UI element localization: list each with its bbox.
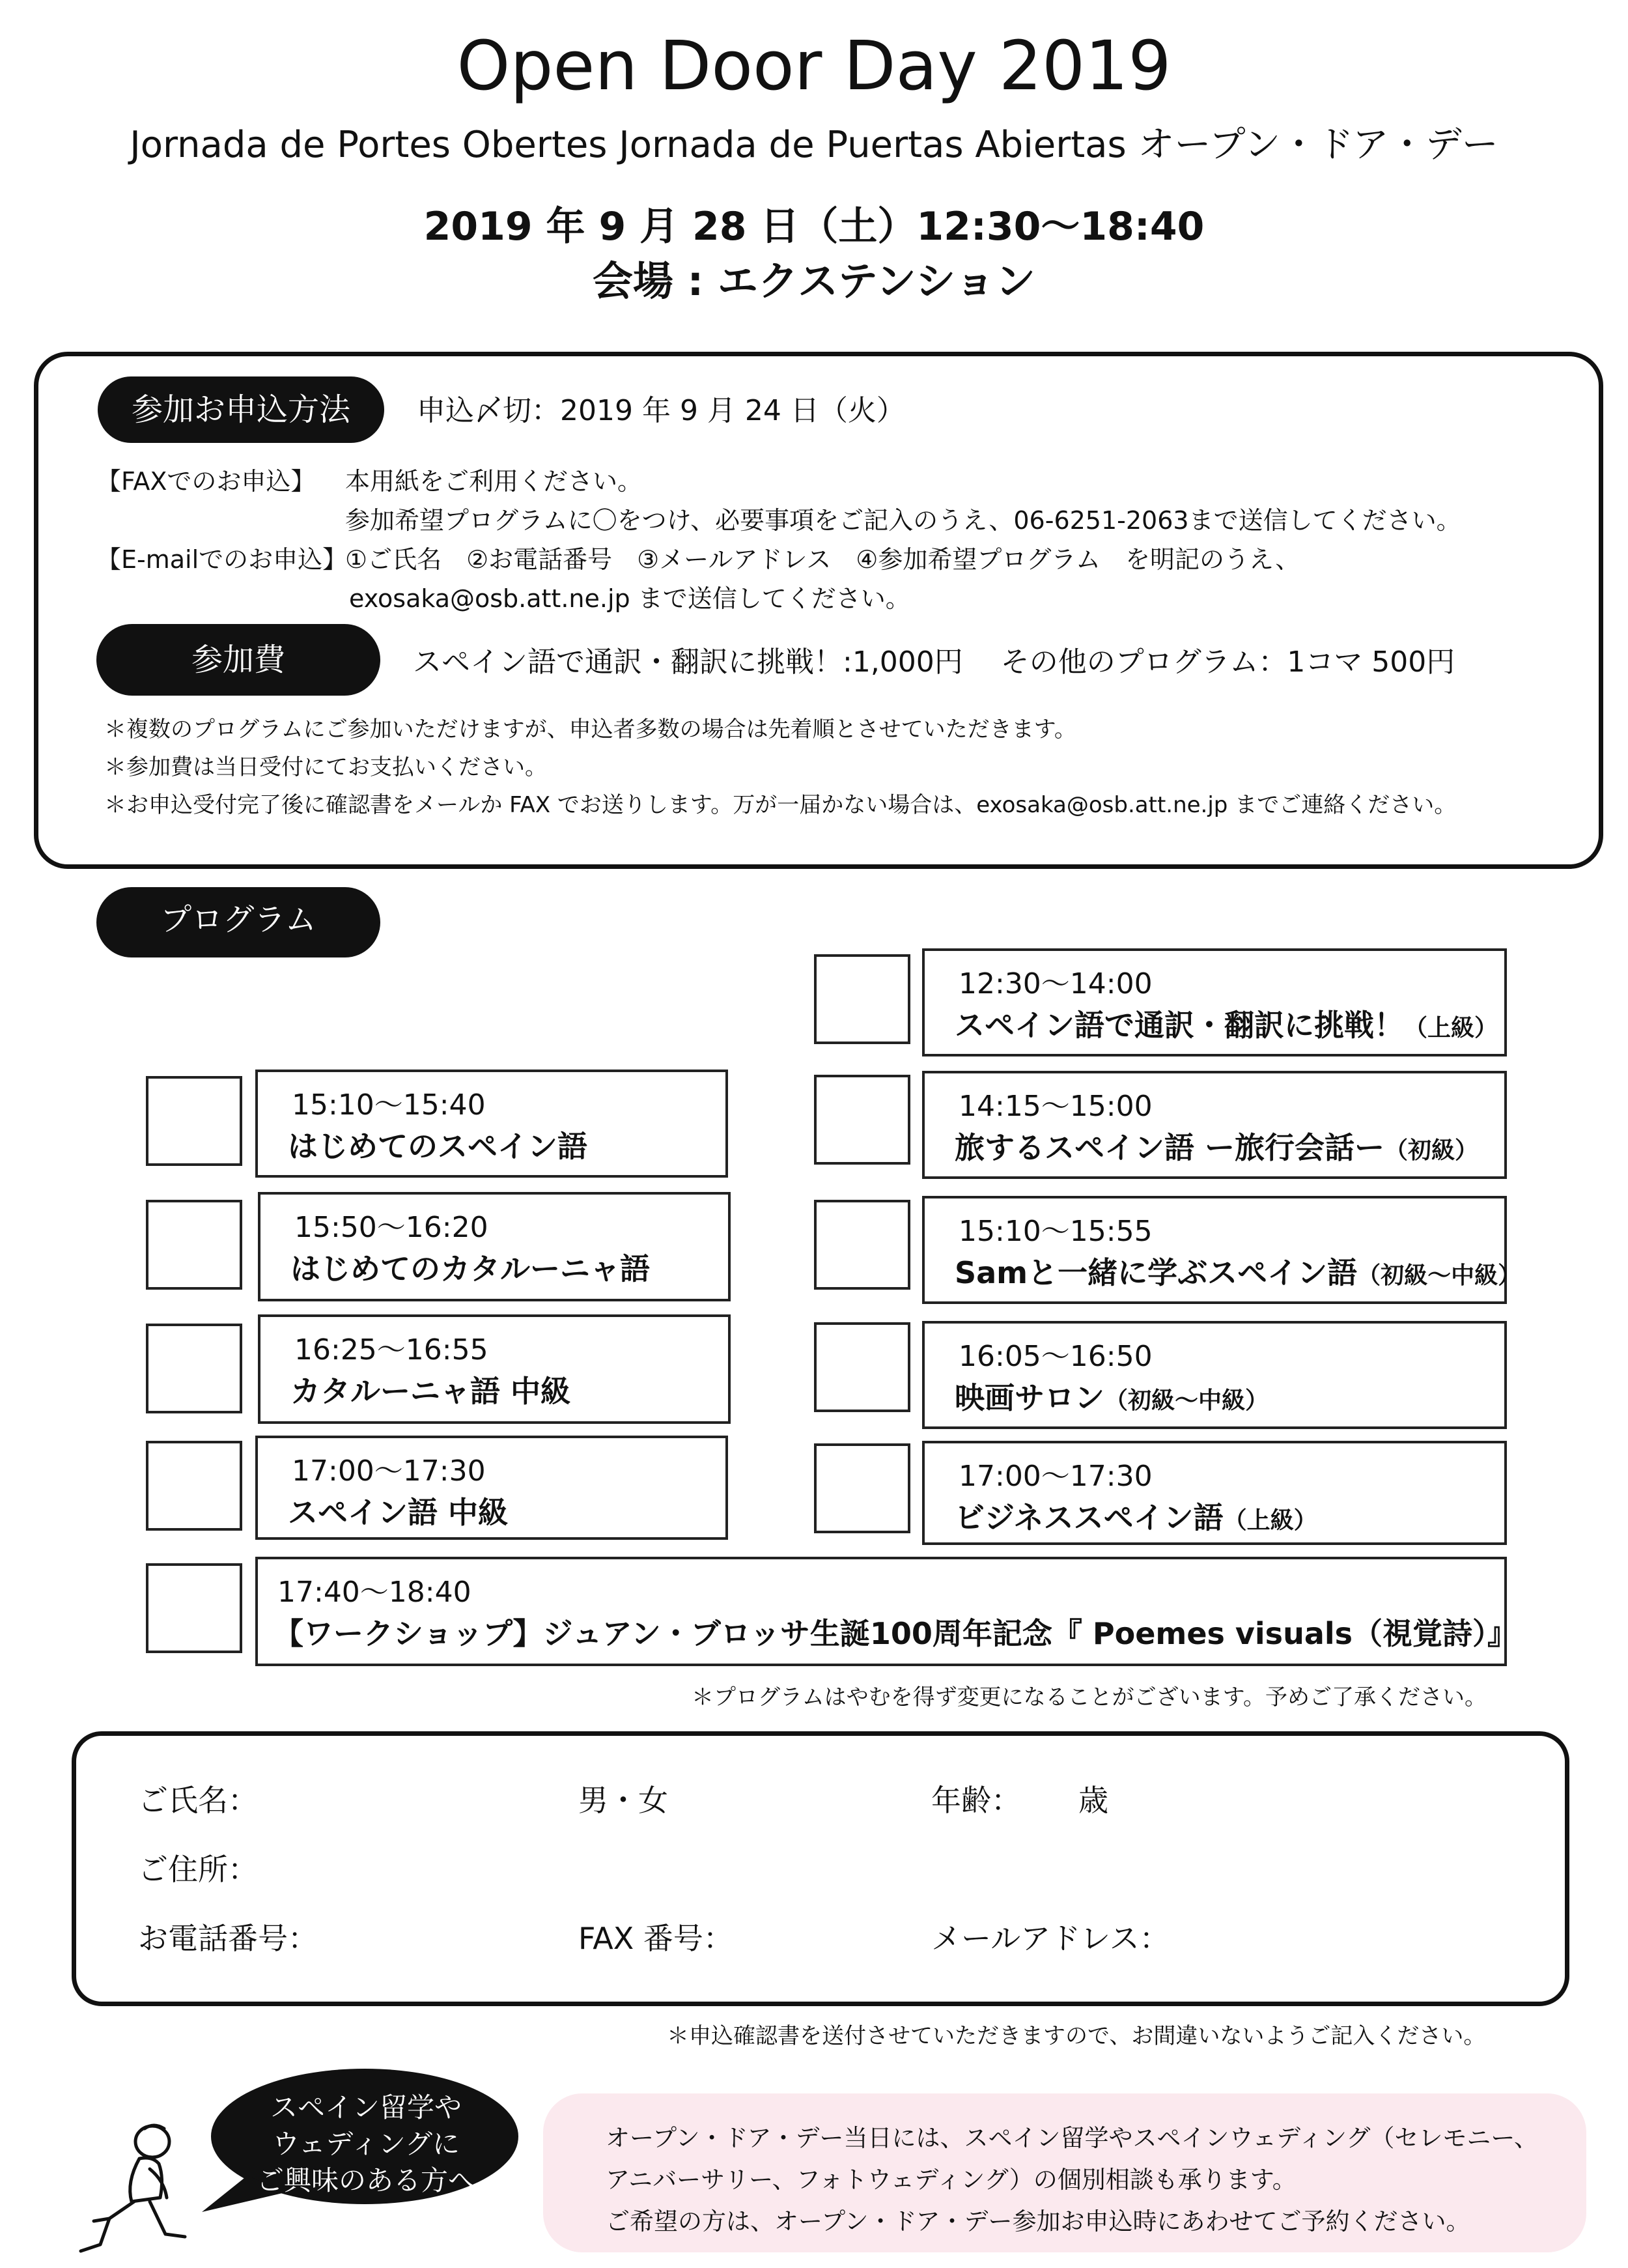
program-box xyxy=(255,1070,728,1178)
program-time: 15:10〜15:40 xyxy=(292,1088,486,1122)
note-line: ＊参加費は当日受付にてお支払いください。 xyxy=(104,754,547,780)
program-checkbox[interactable] xyxy=(146,1076,242,1166)
page-subtitle: Jornada de Portes Obertes Jornada de Puertas Abiertas オープン・ドア・デー xyxy=(130,124,1498,166)
program-time: 12:30〜14:00 xyxy=(959,967,1153,1000)
gender-field[interactable]: 男・女 xyxy=(578,1783,668,1818)
program-name: はじめてのカタルーニャ語 xyxy=(290,1251,650,1286)
note-line: ＊複数のプログラムにご参加いただけますが、申込者多数の場合は先着順とさせていただきます。 xyxy=(104,716,1076,743)
program-time: 16:05〜16:50 xyxy=(959,1340,1153,1373)
name-field-label: ご氏名： xyxy=(138,1783,258,1818)
application-method-label: 参加お申込方法 xyxy=(98,376,384,443)
phone-field-label: お電話番号： xyxy=(138,1921,318,1956)
program-name: はじめてのスペイン語 xyxy=(288,1129,587,1164)
program-time: 17:40〜18:40 xyxy=(277,1576,471,1609)
form-note: ＊申込確認書を送付させていただきますので、お間違いないようご記入ください。 xyxy=(667,2023,1486,2049)
email-application-line2: exosaka@osb.att.ne.jp まで送信してください。 xyxy=(349,584,910,613)
program-box xyxy=(258,1192,731,1301)
program-checkbox[interactable] xyxy=(814,954,910,1044)
program-checkbox[interactable] xyxy=(814,1075,910,1165)
program-label: プログラム xyxy=(96,887,380,957)
program-time: 15:50〜16:20 xyxy=(294,1211,488,1244)
program-box xyxy=(922,1321,1507,1429)
program-box xyxy=(255,1436,728,1540)
program-name: 映画サロン（初級〜中級） xyxy=(955,1380,1269,1415)
event-date: 2019 年 9 月 28 日（土）12:30〜18:40 xyxy=(423,204,1205,249)
program-checkbox[interactable] xyxy=(146,1200,242,1290)
page-title: Open Door Day 2019 xyxy=(456,26,1172,106)
application-deadline: 申込〆切：2019 年 9 月 24 日（火） xyxy=(417,394,905,427)
program-box xyxy=(922,1441,1507,1545)
program-name: 旅するスペイン語 ー旅行会話ー（初級） xyxy=(955,1130,1479,1165)
program-name: カタルーニャ語 中級 xyxy=(290,1374,571,1409)
fax-application-label: 【FAXでのお申込】 xyxy=(96,467,316,496)
program-checkbox[interactable] xyxy=(814,1322,910,1412)
bubble-line: スペイン留学や xyxy=(270,2091,462,2123)
bubble-line: ウェディングに xyxy=(272,2128,460,2160)
program-time: 17:00〜17:30 xyxy=(959,1460,1153,1493)
program-checkbox[interactable] xyxy=(814,1443,910,1533)
info-line: アニバーサリー、フォトウェディング）の個別相談も承ります。 xyxy=(606,2166,1297,2194)
program-box xyxy=(258,1314,731,1424)
speech-bubble-text xyxy=(219,2090,513,2199)
program-time: 17:00〜17:30 xyxy=(292,1454,486,1488)
address-field-label: ご住所： xyxy=(138,1852,258,1887)
bubble-line: ご興味のある方へ xyxy=(256,2164,475,2196)
age-unit: 歳 xyxy=(1078,1783,1108,1818)
program-box xyxy=(922,1196,1522,1304)
program-note: ＊プログラムはやむを得ず変更になることがございます。予めご了承ください。 xyxy=(692,1684,1487,1710)
fax-application-line1: 本用紙をご利用ください。 xyxy=(345,467,643,496)
program-name: スペイン語で通訳・翻訳に挑戦！（上級） xyxy=(955,1008,1498,1043)
note-line: ＊お申込受付完了後に確認書をメールか FAX でお送りします。万が一届かない場合は、exosaka@osb.att.ne.jp までご連絡ください。 xyxy=(104,792,1457,818)
info-line: オープン・ドア・デー当日には、スペイン留学やスペインウェディング（セレモニー、 xyxy=(606,2124,1538,2152)
program-checkbox[interactable] xyxy=(814,1200,910,1290)
program-name: 【ワークショップ】ジュアン・ブロッサ生誕100周年記念『 Poemes visuals（視覚詩）』 xyxy=(274,1616,1518,1651)
program-checkbox[interactable] xyxy=(146,1324,242,1413)
fee-label: 参加費 xyxy=(96,624,380,696)
fax-application-line2: 参加希望プログラムに〇をつけ、必要事項をご記入のうえ、06-6251-2063まで送信してください。 xyxy=(345,506,1461,535)
event-venue: 会場 : エクステンション xyxy=(592,257,1036,305)
registration-form-box xyxy=(72,1731,1569,2006)
age-field-label: 年齢： xyxy=(931,1783,1021,1818)
program-time: 14:15〜15:00 xyxy=(959,1090,1153,1123)
fee-text: スペイン語で通訳・翻訳に挑戦！:1,000円 その他のプログラム：1コマ 500円 xyxy=(413,645,1455,679)
program-time: 16:25〜16:55 xyxy=(294,1333,488,1367)
program-checkbox[interactable] xyxy=(146,1441,242,1531)
info-line: ご希望の方は、オープン・ドア・デー参加お申込時にあわせてご予約ください。 xyxy=(606,2207,1470,2235)
fax-field-label: FAX 番号： xyxy=(578,1921,733,1956)
program-checkbox[interactable] xyxy=(146,1563,242,1653)
program-name: Samと一緒に学ぶスペイン語（初級〜中級） xyxy=(955,1255,1522,1290)
program-box xyxy=(922,948,1507,1056)
program-name: ビジネススペイン語（上級） xyxy=(955,1500,1317,1535)
email-application-label: 【E-mailでのお申込】 xyxy=(96,545,348,574)
email-field-label: メールアドレス： xyxy=(931,1921,1170,1956)
program-box xyxy=(922,1071,1507,1179)
email-application-line1: ①ご氏名 ②お電話番号 ③メールアドレス ④参加希望プログラム を明記のうえ、 xyxy=(345,545,1300,574)
program-name: スペイン語 中級 xyxy=(288,1495,509,1530)
program-time: 15:10〜15:55 xyxy=(959,1215,1153,1248)
program-box xyxy=(255,1557,1518,1666)
